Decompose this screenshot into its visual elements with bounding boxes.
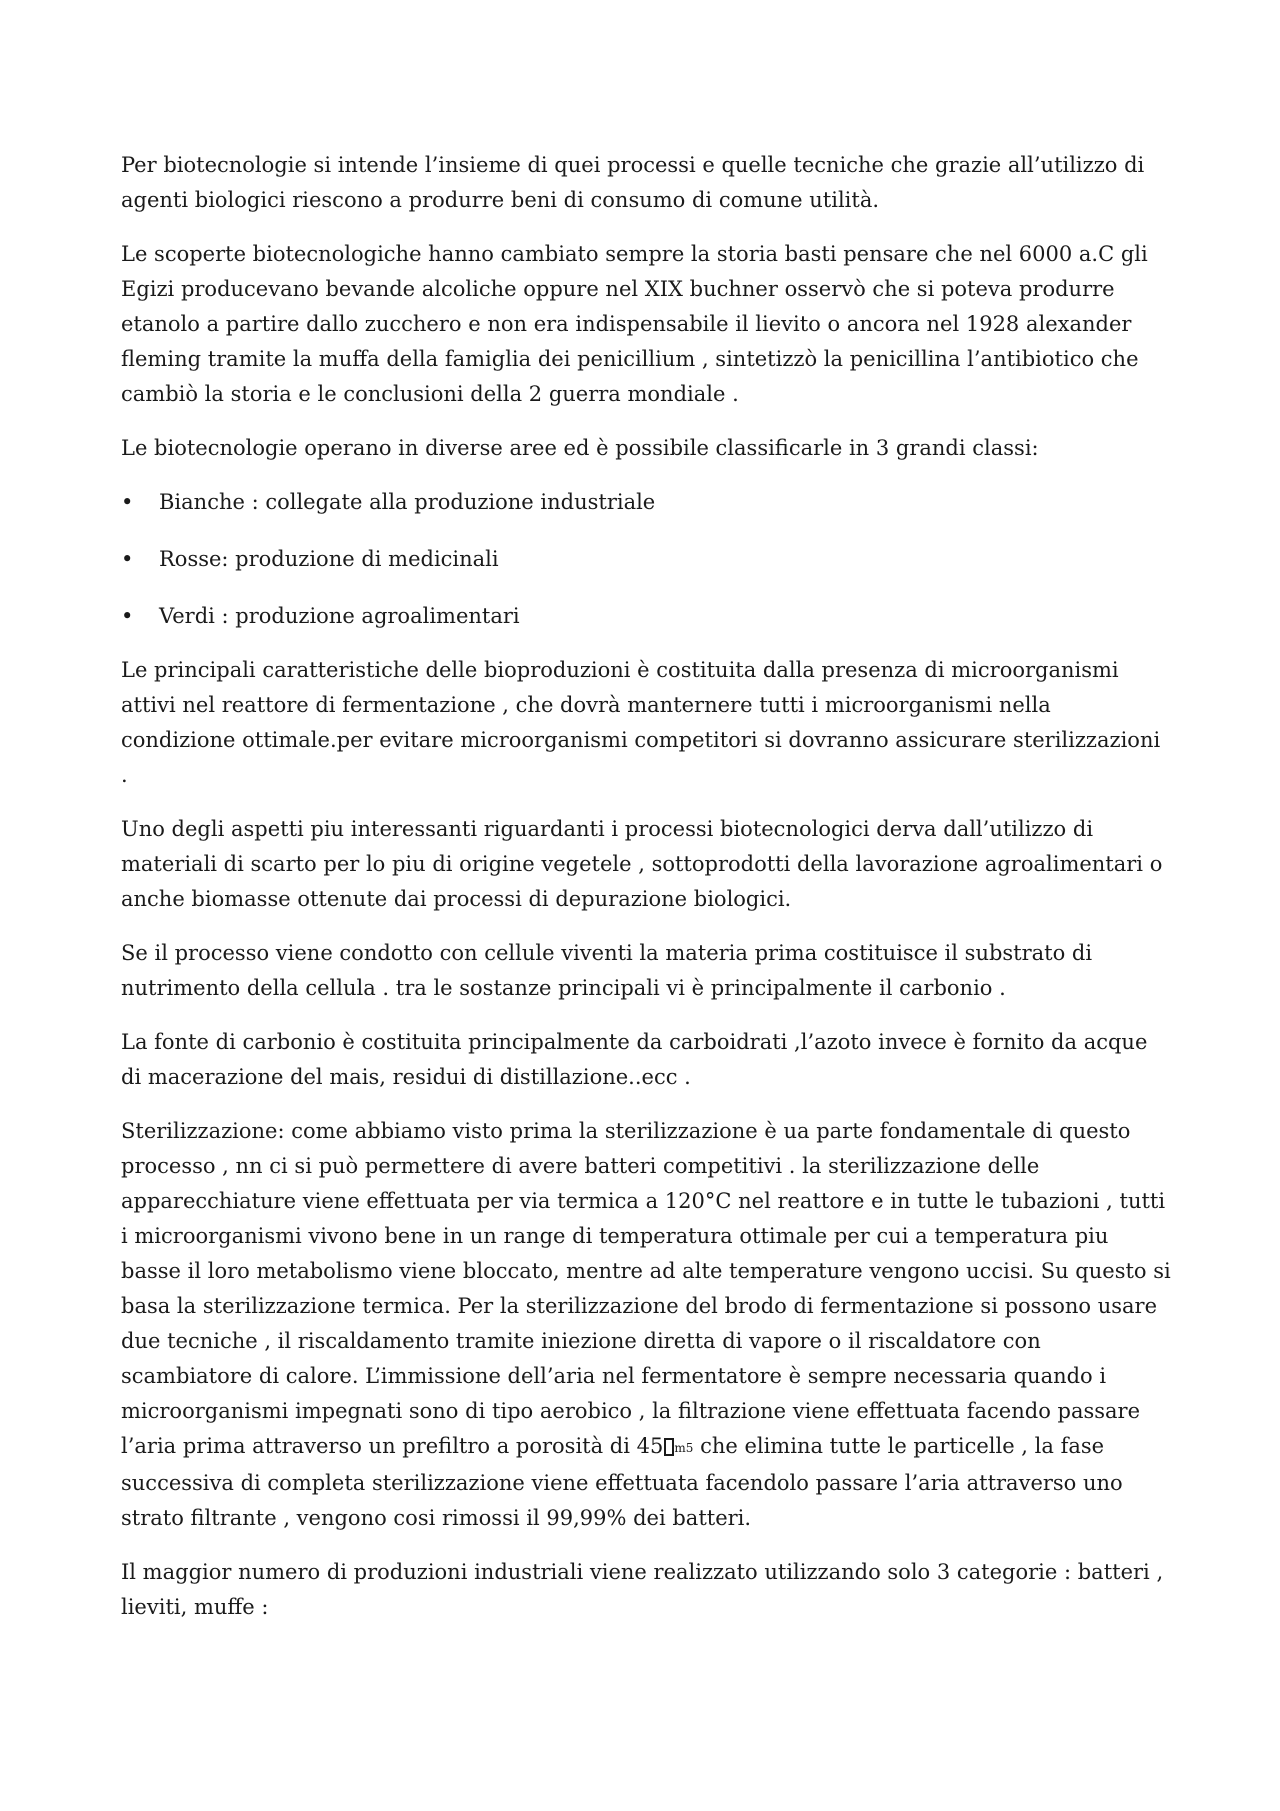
paragraph-living-cells: Se il processo viene condotto con cellule viventi la materia prima costituisce il substrato di nutrimento della cellula . tra le sostanze principali vi è principalmente il carbonio . [121, 941, 1093, 1000]
paragraph-history: Le scoperte biotecnologiche hanno cambiato sempre la storia basti pensare che nel 6000 a.C gli Egizi producevano bevande alcoliche oppure nel XIX buchner osservò che si poteva produrre etanolo a partire dallo zucchero e non era indispensabile il lievito o ancora nel 1928 alexander fleming tramite la muffa della famiglia dei penicillium , sintetizzò la penicillina l’antibiotico che cambiò la storia e le conclusioni della 2 guerra mondiale . [121, 242, 1148, 406]
sterilization-text-before: Sterilizzazione: come abbiamo visto prima la sterilizzazione è ua parte fondamentale di questo processo , nn ci si può permettere di avere batteri competitivi . la sterilizzazione delle apparecchiature viene effettuata per via termica a 120°C nel reattore e in tutte le tubazioni , tutti i microorganismi vivono bene in un range di temperatura ottimale per cui a temperatura piu basse il loro metabolismo viene bloccato, mentre ad alte temperature vengono uccisi. Su questo si basa la sterilizzazione termica. Per la sterilizzazione del brodo di fermentazione si possono usare due tecniche , il riscaldamento tramite iniezione diretta di vapore o il riscaldatore con scambiatore di calore. L’immissione dell’aria nel fermentatore è sempre necessaria quando i microorganismi impegnati sono di tipo aerobico , la filtrazione viene effettuata facendo passare l’aria prima attraverso un prefiltro a porosità di 45 [121, 1119, 1171, 1458]
bullet-icon: • [121, 604, 134, 628]
paragraph-production-categories: Il maggior numero di produzioni industriali viene realizzato utilizzando solo 3 categorie : batteri , lieviti, muffe : [121, 1560, 1164, 1619]
paragraph-definition: Per biotecnologie si intende l’insieme di quei processi e quelle tecniche che grazie all’utilizzo di agenti biologici riescono a produrre beni di consumo di comune utilità. [121, 153, 1145, 212]
paragraph-classes-intro: Le biotecnologie operano in diverse aree ed è possibile classificarle in 3 grandi classi: [121, 436, 1039, 460]
paragraph-characteristics: Le principali caratteristiche delle bioproduzioni è costituita dalla presenza di microorganismi attivi nel reattore di fermentazione , che dovrà manternere tutti i microorganismi nella condizione ottimale.per evitare microorganismi competitori si dovranno assicurare sterilizzazioni . [121, 658, 1161, 787]
glyph-fragment: m5 [674, 1441, 694, 1455]
paragraph-waste-materials: Uno degli aspetti piu interessanti riguardanti i processi biotecnologici derva dall’utilizzo di materiali di scarto per lo piu di origine vegetele , sottoprodotti della lavorazione agroalimentari o anche biomasse ottenute dai processi di depurazione biologici. [121, 817, 1163, 911]
paragraph-carbon-source: La fonte di carbonio è costituita principalmente da carboidrati ,l’azoto invece è fornito da acque di macerazione del mais, residui di distillazione..ecc . [121, 1030, 1148, 1089]
list-item [121, 542, 1171, 577]
missing-glyph-icon [664, 1438, 674, 1456]
list-item [121, 599, 1171, 634]
list-item-text: Bianche : collegate alla produzione industriale [159, 490, 656, 514]
list-item-text: Verdi : produzione agroalimentari [159, 604, 520, 628]
paragraph-sterilization [121, 1114, 1171, 1536]
list-item [121, 485, 1171, 520]
bullet-icon: • [121, 547, 134, 571]
list-item-text: Rosse: produzione di medicinali [159, 547, 499, 571]
document-page [121, 148, 1171, 1644]
sterilization-text-after: che elimina tutte le particelle , la fase successiva di completa sterilizzazione viene effettuata facendolo passare l’aria attraverso uno strato filtrante , vengono cosi rimossi il 99,99% dei batteri. [121, 1434, 1123, 1530]
bullet-icon: • [121, 490, 134, 514]
classes-list [121, 485, 1171, 634]
